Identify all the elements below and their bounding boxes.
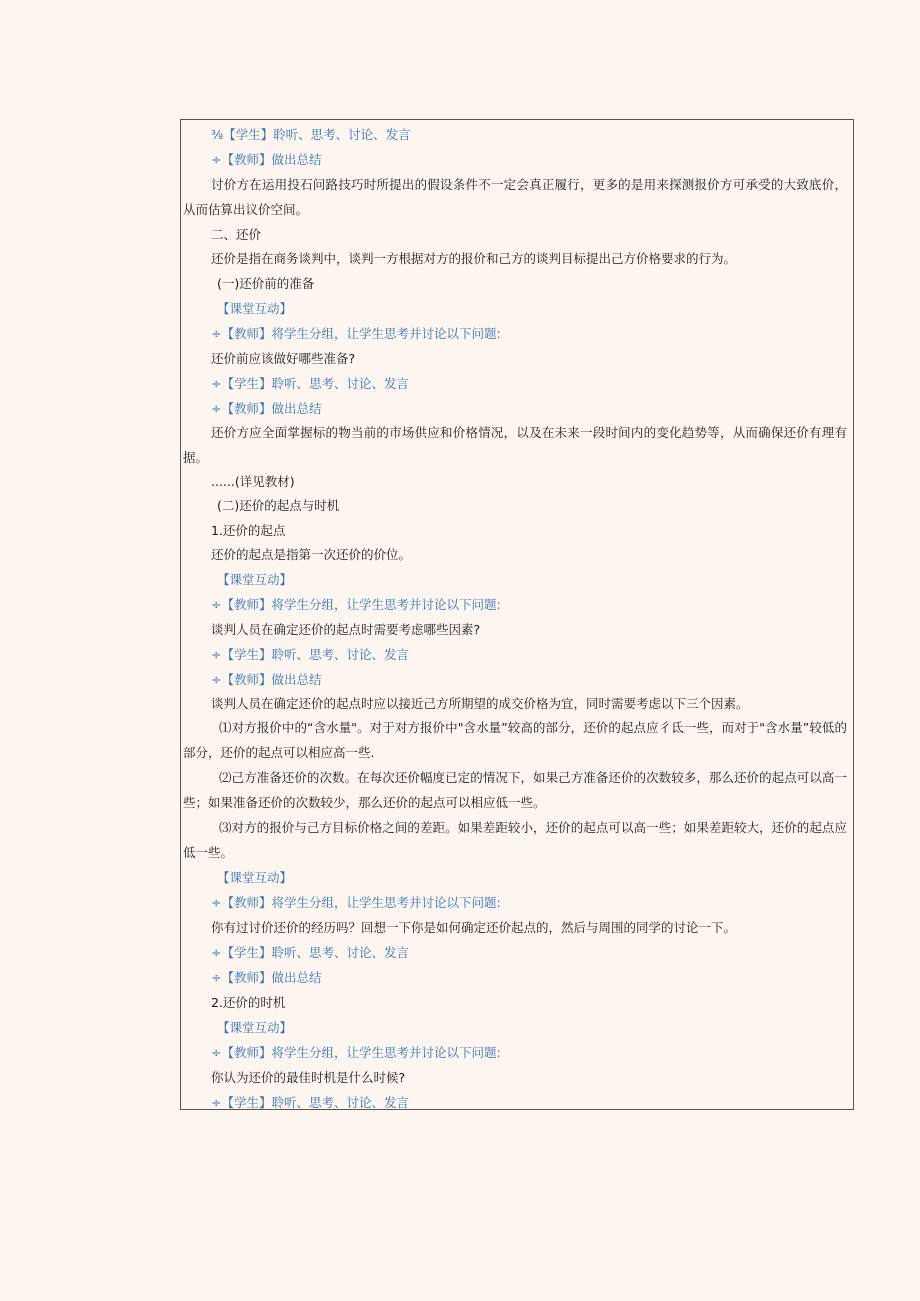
student-activity-line: ÷【学生】聆听、思考、讨论、发言 <box>211 647 409 662</box>
body-paragraph: 讨价方在运用投石问路技巧时所提出的假设条件不一定会真正履行，更多的是用来探测报价方可承受的大致底价，从而估算出议价空间。 <box>183 177 847 217</box>
section-heading: 二、还价 <box>211 227 262 242</box>
teacher-summary-line: ÷【教师】做出总结 <box>211 401 322 416</box>
question-line: 谈判人员在确定还价的起点时需要考虑哪些因素? <box>211 622 481 637</box>
lesson-content-box <box>180 119 854 1110</box>
student-activity-line: ⅜【学生】聆听、思考、讨论、发言 <box>211 127 411 142</box>
classroom-interaction-label: 【课堂互动】 <box>217 572 293 587</box>
student-activity-line: ÷【学生】聆听、思考、讨论、发言 <box>211 376 409 391</box>
teacher-instruction-line: ÷【教师】将学生分组，让学生思考并讨论以下问题: <box>211 1045 501 1060</box>
body-line: 谈判人员在确定还价的起点时应以接近己方所期望的成交价格为宜，同时需要考虑以下三个因素。 <box>211 696 749 711</box>
classroom-interaction-label: 【课堂互动】 <box>217 301 293 316</box>
question-line: 还价前应该做好哪些准备? <box>211 351 356 366</box>
teacher-summary-line: ÷【教师】做出总结 <box>211 970 322 985</box>
question-line: 你认为还价的最佳时机是什么时候? <box>211 1070 406 1085</box>
teacher-instruction-line: ÷【教师】将学生分组，让学生思考并讨论以下问题: <box>211 597 501 612</box>
student-activity-line: ÷【学生】聆听、思考、讨论、发言 <box>211 945 409 960</box>
body-paragraph: 还价方应全面掌握标的物当前的市场供应和价格情况，以及在未来一段时间内的变化趋势等，从而确保还价有理有据。 <box>183 425 847 465</box>
teacher-summary-line: ÷【教师】做出总结 <box>211 152 322 167</box>
factor-paragraph: ⑵己方准备还价的次数。在每次还价幅度已定的情况下，如果己方准备还价的次数较多，那么还价的起点可以高一些；如果准备还价的次数较少，那么还价的起点可以相应低一些。 <box>183 770 847 810</box>
teacher-summary-line: ÷【教师】做出总结 <box>211 672 322 687</box>
subsection-heading: (二)还价的起点与时机 <box>217 498 340 513</box>
body-line: 还价的起点是指第一次还价的价位。 <box>211 547 412 562</box>
item-heading: 1.还价的起点 <box>211 523 286 538</box>
question-line: 你有过讨价还价的经历吗？回想一下你是如何确定还价起点的，然后与周围的同学的讨论一下。 <box>211 920 737 935</box>
factor-paragraph: ⑶对方的报价与己方目标价格之间的差距。如果差距较小，还价的起点可以高一些；如果差距较大，还价的起点应低一些。 <box>183 820 847 860</box>
classroom-interaction-label: 【课堂互动】 <box>217 1020 293 1035</box>
subsection-heading: (一)还价前的准备 <box>217 276 315 291</box>
teacher-instruction-line: ÷【教师】将学生分组，让学生思考并讨论以下问题: <box>211 895 501 910</box>
student-activity-line: ÷【学生】聆听、思考、讨论、发言 <box>211 1095 409 1110</box>
body-line: 还价是指在商务谈判中，谈判一方根据对方的报价和己方的谈判目标提出己方价格要求的行为。 <box>211 251 737 266</box>
see-textbook-note: ......(详见教材) <box>211 474 295 489</box>
item-heading: 2.还价的时机 <box>211 995 286 1010</box>
factor-paragraph: ⑴对方报价中的“含水量"。对于对方报价中"含水量”较高的部分，还价的起点应彳氐一些，而对于"含水量”较低的部分，还价的起点可以相应高一些. <box>183 720 847 760</box>
classroom-interaction-label: 【课堂互动】 <box>217 870 293 885</box>
teacher-instruction-line: ÷【教师】将学生分组，让学生思考并讨论以下问题: <box>211 326 501 341</box>
